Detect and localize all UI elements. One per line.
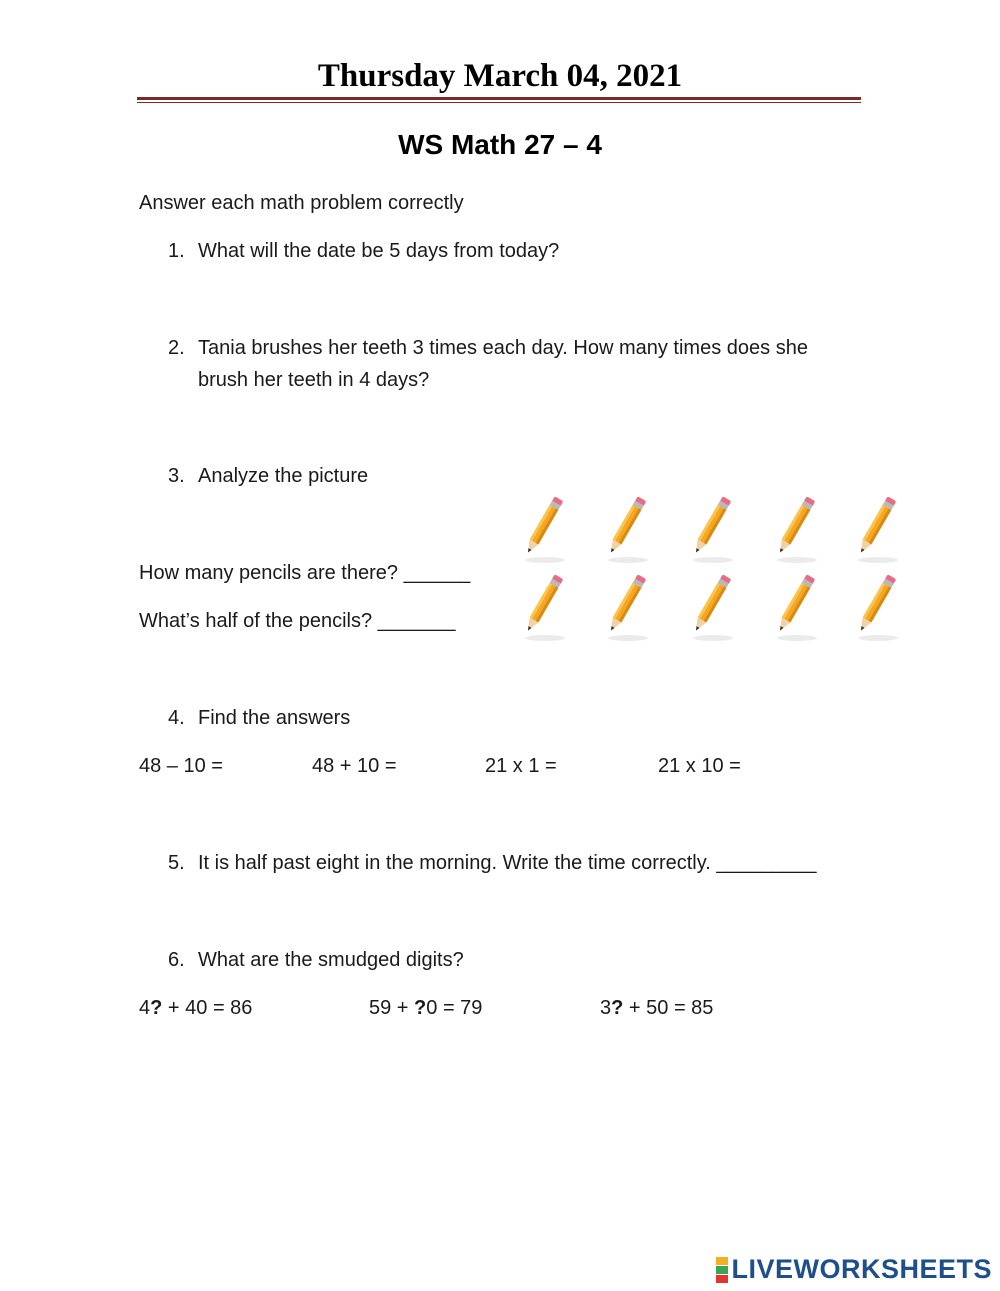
question-number: 4. xyxy=(168,707,185,729)
equation: 48 + 10 = xyxy=(312,755,397,777)
equation: 21 x 10 = xyxy=(658,755,741,777)
pencil-icon xyxy=(692,496,733,563)
question-2-continued: brush her teeth in 4 days? xyxy=(198,369,430,391)
pencil-half-question: What’s half of the pencils? _______ xyxy=(139,610,456,632)
question-text: Tania brushes her teeth 3 times each day. How many times does she xyxy=(198,337,808,359)
question-text: Analyze the picture xyxy=(198,465,369,487)
question-4 xyxy=(168,707,350,730)
question-text: Find the answers xyxy=(198,707,351,729)
equation: 21 x 1 = xyxy=(485,755,557,777)
pencil-icon xyxy=(776,574,817,641)
logo-cube xyxy=(716,1275,728,1283)
pencils-picture xyxy=(515,485,915,645)
pencil-icon xyxy=(857,496,898,563)
pencil-icon xyxy=(524,496,565,563)
question-text: What are the smudged digits? xyxy=(198,949,464,971)
equation: 48 – 10 = xyxy=(139,755,223,777)
smudged-equation: 59 + ?0 = 79 xyxy=(369,997,483,1019)
pencil-row-bottom xyxy=(524,574,898,641)
question-text: It is half past eight in the morning. Write the time correctly. _________ xyxy=(198,852,817,874)
pencil-icon xyxy=(607,496,648,563)
smudged-equation: 4? + 40 = 86 xyxy=(139,997,253,1019)
pencil-count-question: How many pencils are there? ______ xyxy=(139,562,471,584)
pencil-icon xyxy=(692,574,733,641)
question-1 xyxy=(168,240,559,263)
instructions: Answer each math problem correctly xyxy=(139,192,464,214)
question-number: 2. xyxy=(168,337,185,359)
logo-cube xyxy=(716,1266,728,1274)
logo-cubes-icon xyxy=(716,1257,728,1283)
question-6 xyxy=(168,949,464,972)
question-5 xyxy=(168,852,816,875)
question-number: 1. xyxy=(168,240,185,262)
question-number: 5. xyxy=(168,852,185,874)
liveworksheets-logo xyxy=(716,1254,992,1285)
question-number: 6. xyxy=(168,949,185,971)
question-text: What will the date be 5 days from today? xyxy=(198,240,560,262)
pencil-icon xyxy=(607,574,648,641)
question-2 xyxy=(168,337,808,360)
question-3 xyxy=(168,465,368,488)
pencil-icon xyxy=(524,574,565,641)
question-number: 3. xyxy=(168,465,185,487)
worksheet-title: WS Math 27 – 4 xyxy=(398,129,602,160)
pencil-row-top xyxy=(524,496,898,563)
pencil-icon xyxy=(776,496,817,563)
worksheet-date: Thursday March 04, 2021 xyxy=(317,58,683,94)
header-divider xyxy=(137,97,861,105)
logo-cube xyxy=(716,1257,728,1265)
pencil-icon xyxy=(857,574,898,641)
smudged-equation: 3? + 50 = 85 xyxy=(600,997,714,1019)
logo-text: LIVEWORKSHEETS xyxy=(731,1254,992,1284)
